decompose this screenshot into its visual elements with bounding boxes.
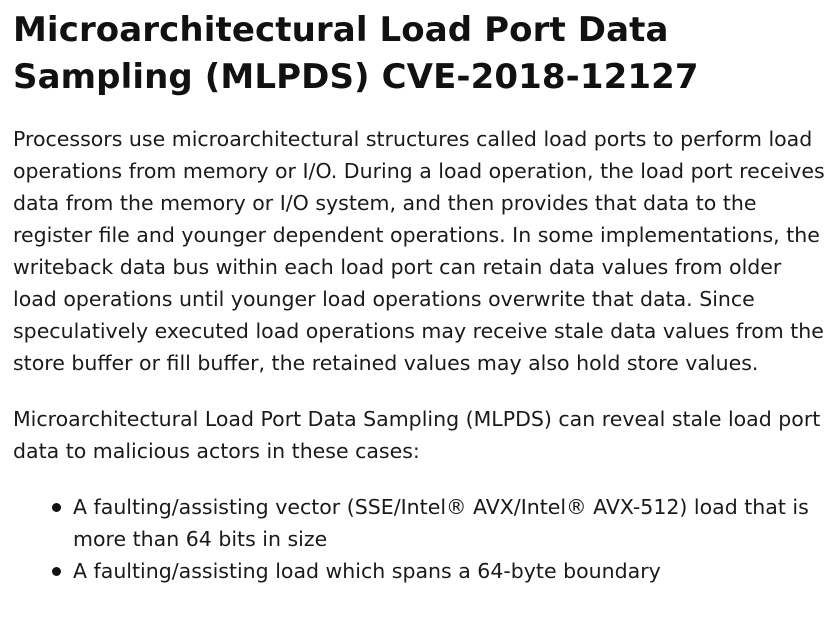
bullet-icon (52, 503, 61, 512)
bullet-icon (52, 567, 61, 576)
list-item-text: A faulting/assisting load which spans a 64-byte boundary (73, 559, 661, 583)
page-title: Microarchitectural Load Port Data Sampling (MLPDS) CVE-2018-12127 (13, 10, 699, 97)
cases-paragraph: Microarchitectural Load Port Data Sampling (MLPDS) can reveal stale load port data to malicious actors in these cases: (13, 407, 821, 463)
intro-paragraph: Processors use microarchitectural structures called load ports to perform load operations from memory or I/O. During a load operation, the load port receives data from the memory or I/O system, and then provides that data to the register file and younger dependent operations. In some implementations, the writeback data bus within each load port can retain data values from older load operations until younger load operations overwrite that data. Since speculatively executed load operations may receive stale data values from the store buffer or fill buffer, the retained values may also hold store values. (13, 127, 825, 375)
cases-list (13, 491, 833, 587)
list-item (73, 555, 833, 587)
list-item (73, 491, 833, 555)
list-item-text: A faulting/assisting vector (SSE/Intel® AVX/Intel® AVX-512) load that is more than 64 bits in size (73, 495, 809, 551)
